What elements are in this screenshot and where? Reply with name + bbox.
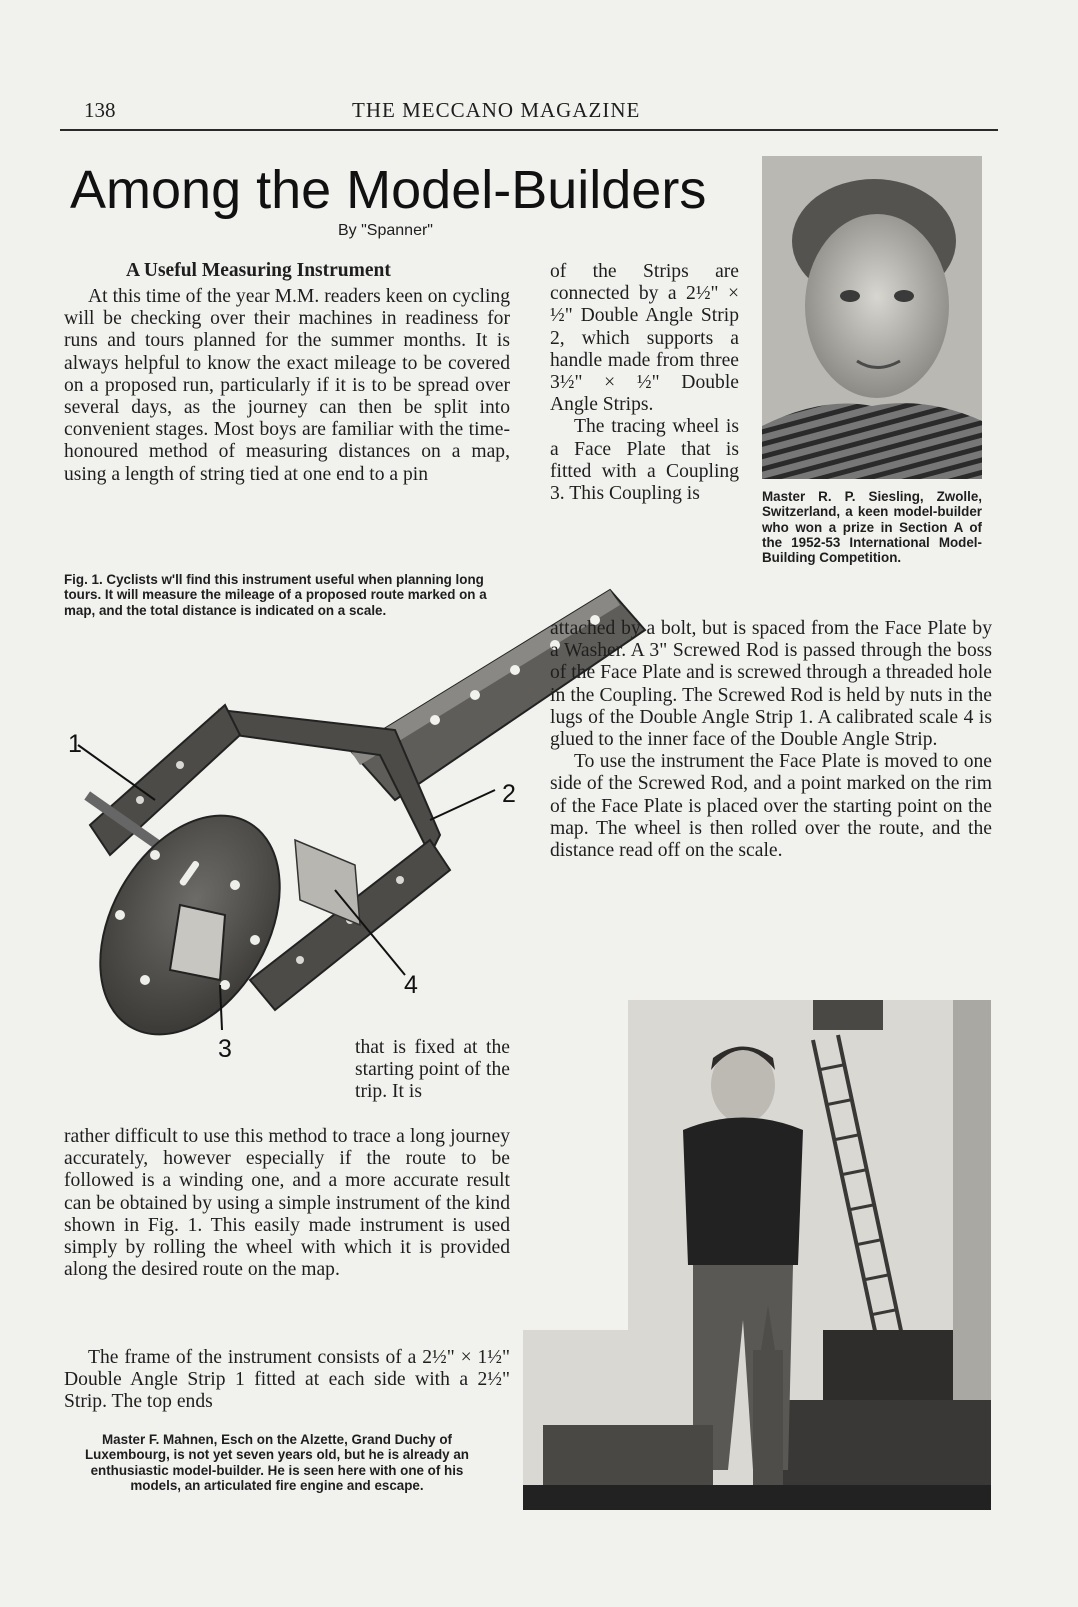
col2-paragraph-2: The tracing wheel is a Face Plate that is fitted with a Coupling 3. This Coupling is [550, 416, 739, 505]
byline: By "Spanner" [338, 222, 433, 239]
col1-continuation-narrow-text: that is fixed at the starting point of the trip. It is [355, 1037, 510, 1103]
portrait-caption: Master R. P. Siesling, Zwolle, Switzerland, a keen model-builder who won a prize in Section A of the 1952-53 International Model-Building Competition. [762, 489, 982, 566]
portrait-photo [762, 156, 982, 479]
fire-engine-photo [523, 1000, 991, 1510]
col1-continuation [64, 1126, 510, 1281]
fig-label-3: 3 [218, 1035, 232, 1063]
col2-wide-text [550, 618, 992, 862]
fig-label-1: 1 [68, 730, 82, 758]
page-number: 138 [84, 98, 116, 122]
col2-paragraph-4: To use the instrument the Face Plate is moved to one side of the Screwed Rod, and a point marked on the rim of the Face Plate is placed over the starting point on the map. The wheel is then rolled over the route, and the distance read off on the scale. [550, 751, 992, 862]
col1-continuation-text: rather difficult to use this method to trace a long journey accurately, however especially if the route to be followed is a winding one, and a more accurate result can be obtained by using a simple instrument of the kind shown in Fig. 1. This easily made instrument is used simply by rolling the wheel with which it is provided along the desired route on the map. [64, 1126, 510, 1281]
header-rule [60, 129, 998, 131]
col1-paragraph-1-text: At this time of the year M.M. readers keen on cycling will be checking over their machines in readiness for runs and tours planned for the summer months. It is always helpful to know the exact mileage to be covered on a proposed run, particularly if it is to be spread over several days, as the journey can then be split into convenient stages. Most boys are familiar with the time-honoured method of measuring distances on a map, using a length of string tied at one end to a pin [64, 286, 510, 485]
col1-continuation-narrow [355, 1037, 510, 1104]
col2-narrow-text [550, 261, 739, 505]
col1-paragraph-3 [64, 1347, 510, 1414]
fig1-caption: Fig. 1. Cyclists w'll find this instrument useful when planning long tours. It will measure the mileage of a proposed route marked on a map, and the total distance is indicated on a scale. [64, 572, 487, 618]
magazine-title: THE MECCANO MAGAZINE [352, 98, 641, 122]
fig-label-4: 4 [404, 971, 418, 999]
bottom-photo-caption: Master F. Mahnen, Esch on the Alzette, Grand Duchy of Luxembourg, is not yet seven years old, but he is already an enthusiastic model-builder. He is seen here with one of his models, an articulated fire engine and escape. [85, 1432, 469, 1493]
fig-label-2: 2 [502, 780, 516, 808]
col1-paragraph-3-text: The frame of the instrument consists of a 2½" × 1½" Double Angle Strip 1 fitted at each side with a 2½" Strip. The top ends [64, 1347, 510, 1413]
article-title: Among the Model-Builders [70, 160, 707, 220]
col2-narrow-paragraph: of the Strips are connected by a 2½" × ½" Double Angle Strip 2, which supports a handle made from three 3½" × ½" Double Angle Strips. [550, 261, 739, 416]
col1-paragraph-1 [64, 286, 510, 486]
col2-paragraph-3: attached by a bolt, but is spaced from the Face Plate by a Washer. A 3" Screwed Rod is passed through the boss of the Face Plate and is screwed through a threaded hole in the Coupling. The Screwed Rod is held by nuts in the lugs of the Double Angle Strip 1. A calibrated scale 4 is glued to the inner face of the Double Angle Strip. [550, 618, 992, 751]
section-heading: A Useful Measuring Instrument [126, 260, 391, 281]
